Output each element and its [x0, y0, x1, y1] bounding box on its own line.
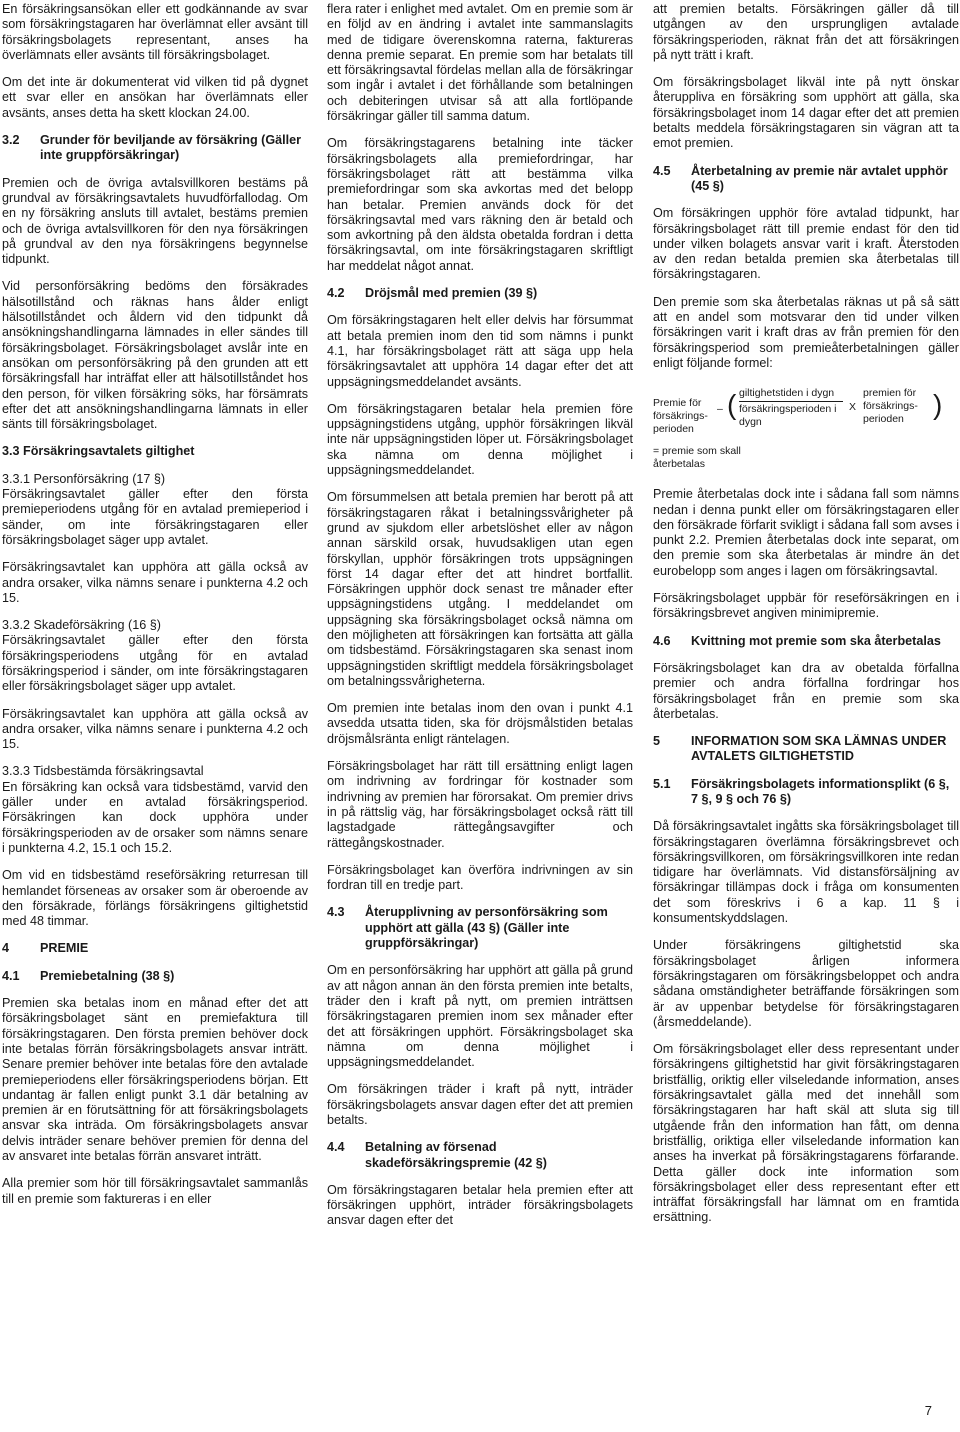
formula-result: = premie som skall återbetalas: [653, 445, 741, 471]
column-2: [327, 2, 633, 1241]
paragraph: Om det inte är dokumenterat vid vilken tid på dygnet ett svar eller en ansökan har överlämnats eller avsänts, anses detta ha skett klockan 24.00.: [2, 75, 308, 120]
paragraph: En försäkring kan också vara tidsbestämd, varvid den gäller under en avtalad försäkringsperiod. Försäkringen kan dock upphöra under försäkringsperioden av de orsaker som nämns senare i punkterna 4.2, 15.1 och 15.2.: [2, 779, 308, 855]
section-title: Dröjsmål med premien (39 §): [365, 286, 538, 301]
formula-denominator: försäkringsperioden i dygn: [739, 403, 837, 429]
paragraph: Om försäkringstagaren betalar hela premien efter att försäkringen upphört, inträder försäkringsbolagets ansvar dagen efter det: [327, 1182, 633, 1228]
paragraph: Om försummelsen att betala premien har berott på att försäkringstagaren råkat i betalningssvårigheter på grund av sjukdom eller arbetslöshet eller av någon annan särskild orsak, huvudsakligen utan egen förskyllan, upphör försäkringen trots uppsägningen först 14 dagar efter det att hindret bortfallit. Försäkringen upphör dock senast tre månader efter uppsägningstidens utgång. I meddelandet om uppsägning ska försäkringsbolaget också nämna om den möjligheten att försäkringen kan fortsätta att gälla om tidsbestämd. Försäkringstagaren ska senast inom uppsägningstiden skriftligt meddela försäkringsbolaget om betalningssvårigheterna.: [327, 490, 633, 688]
section-heading-5-1: [653, 777, 959, 808]
paragraph: Premien och de övriga avtalsvillkoren bestäms på grundval av försäkringsavtalets huvudförfallodag. Om en ny försäkring ansluts till avtalet, bestäms premien och de övriga avtalsvillkoren för den nya försäkringen på grundval av den nya försäkringens begynnelse tidpunkt.: [2, 175, 308, 267]
section-number: 4.2: [327, 286, 345, 301]
column-1: [2, 2, 308, 1219]
paragraph: Om försäkringsbolaget eller dess representant under försäkringens giltighetstid har givit försäkringstagaren bristfällig, oriktig eller vilseledande information, anses försäkringsavtalet gälla med det innehåll som försäkringstagaren har haft skäl att sluta sig till utgående från den information han fått, om denna bristfällig, oriktiga eller vilseledande information kan anses ha inverkat på försäkringstagarens förfarande. Detta gäller dock inte information som försäkringsbolaget eller dess representant efter ett inträffat försäkringsfall har lämnat om en framtida ersättning.: [653, 1042, 959, 1225]
paragraph: Försäkringsavtalet kan upphöra att gälla också av andra orsaker, vilka nämns senare i punkterna 4.2 och 15.: [2, 706, 308, 752]
section-title: Återbetalning av premie när avtalet upphör (45 §): [691, 163, 948, 193]
section-number: 4: [2, 941, 10, 956]
section-number: 4.4: [327, 1140, 345, 1155]
section-number: 4.1: [2, 968, 20, 983]
paragraph: Om försäkringstagaren betalar hela premien före uppsägningstidens utgång, upphör försäkringen likväl inte när uppsägningstiden löper ut. Försäkringsbolaget ska nämna om denna möjlighet i uppsägningsmeddelandet.: [327, 401, 633, 478]
paragraph: Försäkringsavtalet gäller efter den första premieperiodens utgång för en avtalad premieperiod i sänder, om inte försäkringstagaren eller försäkringsbolaget säger upp avtalet.: [2, 487, 308, 547]
section-heading-4-2: [327, 286, 633, 301]
section-number: 3.2: [2, 133, 20, 148]
section-heading-3-2: [2, 133, 308, 164]
section-number: 4.5: [653, 163, 671, 178]
formula-fraction-line: [739, 401, 843, 402]
paragraph: Försäkringsbolaget uppbär för reseförsäkringen en i försäkringsbrevet angiven minimipremie.: [653, 591, 959, 621]
paragraph: Försäkringsbolaget kan överföra indrivningen av sin fordran till en tredje part.: [327, 862, 633, 893]
section-number: 5.1: [653, 776, 671, 791]
paragraph: Premien ska betalas inom en månad efter det att försäkringsbolaget sänt en premiefaktura till försäkringstagaren. Den första premien behöver dock inte betalas förrän försäkringsbolagets ansvar inträtt. Senare premier behöver inte betalas före den avtalade premieperiodens eller försäkringsperiodens början. Ett undantag är fallen enligt punkt 3.1 där betalning av premien är en förutsättning för att försäkringsbolagets ansvar ska inträda. Om försäkringsbolagets ansvar delvis inträder senare behöver premien för denna del av ansvaret inte betalas förrän ansvaret inträtt.: [2, 996, 308, 1163]
paragraph: Försäkringsbolaget har rätt till ersättning enligt lagen om indrivning av fordringar för kostnader som indrivning av premien har förorsakat. Om premier drivs in på rättslig väg, har försäkringsbolaget också rätt till lagstadgade rättegångsavgifter och rättegångskostnader.: [327, 759, 633, 850]
section-number: 5: [653, 734, 661, 749]
formula-left-term: Premie för försäkrings-perioden: [653, 397, 708, 436]
paragraph: Om försäkringen upphör före avtalad tidpunkt, har försäkringsbolaget rätt till premie endast för den tid under vilken bolagets ansvar varit i kraft. Återstoden av den redan betalda premien ska återbetalas till försäkringstagaren.: [653, 206, 959, 282]
paragraph: Om en personförsäkring har upphört att gälla på grund av att någon annan än den första premien inte betalts, träder den i kraft på nytt, om premien inträttsen försäkringstagaren premien inom sex månader efter det att försäkringen upphört. Försäkringsbolaget ska nämna om denna möjlighet i uppsägningsmeddelandet.: [327, 963, 633, 1070]
section-heading-5: [653, 734, 959, 765]
paragraph: Om försäkringen träder i kraft på nytt, inträder försäkringsbolagets ansvar dagen efter det att premien betalts.: [327, 1082, 633, 1127]
paragraph: Om premien inte betalas inom den ovan i punkt 4.1 avsedda utsatta tiden, ska för dröjsmålstiden betalas dröjsmålsränta enligt räntelagen.: [327, 701, 633, 746]
formula-left-paren: (: [727, 389, 737, 421]
paragraph: Premie återbetalas dock inte i sådana fall som nämns nedan i denna punkt eller om försäkringstagaren eller den försäkrade förfarit svikligt i sådana fall som avses i punkt 2.2. Premien återbetalas dock inte separat, om den premie som ska återbetalas är mindre än det eurobelopp som anges i lagen om försäkringsavtal.: [653, 487, 959, 578]
section-title: Premiebetalning (38 §): [40, 968, 175, 983]
subsection-title: 3.3.1 Personförsäkring (17 §): [2, 471, 166, 486]
paragraph: flera rater i enlighet med avtalet. Om en premie som är en följd av en ändring i avtalet inte sammanslagits med de tidigare överenskomna raterna, faktureras denna premie separat. En premie som har betalats till ett försäkringsavtal fördelas mellan alla de försäkringar som ingår i avtalet i det förhållande som betalningen och debiteringen utvisar så att alla fortlöpande försäkringar gäller till samma datum.: [327, 2, 633, 124]
section-heading-4-5: [653, 164, 959, 195]
paragraph: Om försäkringsbolaget likväl inte på nytt önskar återuppliva en försäkring som upphört att gälla, ska försäkringsbolaget inom 14 dagar efter det att premien betalts meddela försäkringstagaren sin vägran att ta emot premien.: [653, 75, 959, 151]
section-heading-4-3: [327, 905, 633, 951]
paragraph: Försäkringsavtalet kan upphöra att gälla också av andra orsaker, vilka nämns senare i punkterna 4.2 och 15.: [2, 560, 308, 605]
section-heading-4-4: [327, 1140, 633, 1171]
refund-formula: [653, 383, 959, 475]
section-title: PREMIE: [40, 941, 89, 956]
paragraph: Om vid en tidsbestämd reseförsäkring returresan till hemlandet förseneas av orsaker som är oberoende av den försäkrade, förlängs försäkringens giltighetstid med 48 timmar.: [2, 868, 308, 929]
formula-right-term: premien för försäkrings-perioden: [863, 387, 918, 426]
paragraph: Alla premier som hör till försäkringsavtalet sammanlås till en premie som faktureras i en eller: [2, 1176, 308, 1206]
paragraph: Försäkringsbolaget kan dra av obetalda förfallna premier och andra förfallna fordringar hos försäkringsbolaget från en premie som ska återbetalas.: [653, 660, 959, 721]
section-heading-4: [2, 941, 308, 956]
formula-right-paren: ): [933, 389, 943, 421]
paragraph: Om försäkringstagarens betalning inte täcker försäkringsbolagets alla premiefordringar, har försäkringsbolaget rätt att bestämma vilka premiefordringar som ska avkortas med det belopp han betalar. Premien används dock för det försäkringsavtal med vars räkning den är betald och som avkortning på den äldsta obetalda fordran i detta försäkringsavtal, om inte försäkringstagaren skriftligt har meddelat något annat.: [327, 136, 633, 273]
paragraph: Om försäkringstagaren helt eller delvis har försummat att betala premien inom den tid som nämns i punkt 4.1, har försäkringsbolaget rätt att säga upp hela försäkringsavtalet att upphöra 14 dagar efter det att uppsägningsmeddelandet avsänts.: [327, 313, 633, 389]
formula-minus: –: [717, 403, 723, 416]
paragraph: Vid personförsäkring bedöms den försäkrades hälsotillstånd och räknas hans ålder enligt hälsotillståndet och åldern vid den tidpunkt då ansökningshandlingarna lämnades in eller sändes till försäkringsbolaget. Försäkringsbolaget avslår inte en ansökan om personförsäkring på den grunden att ett försäkringsfall har inträffat eller att hälsotillståndet hos den person, för vilken försäkring söks, har försämrats efter det att ansökningshandlingarna lämnats in eller sänts till försäkringsbolaget.: [2, 279, 308, 432]
paragraph: att premien betalts. Försäkringen gäller då till utgången av den ursprungligen avtalade försäkringsperioden, räknat från det att försäkringen på nytt trätt i kraft.: [653, 2, 959, 62]
section-title: Grunder för beviljande av försäkring (Gäller inte gruppförsäkringar): [40, 133, 302, 163]
page-number: 7: [924, 1403, 932, 1418]
paragraph: En försäkringsansökan eller ett godkännande av svar som försäkringstagaren har överlämnat eller avsänt till försäkringsbolagets representant, anses ha överlämnats eller avsänts till försäkringsbolaget.: [2, 2, 308, 62]
paragraph: Då försäkringsavtalet ingåtts ska försäkringsbolaget till försäkringstagaren överlämna försäkringsbrevet och försäkringsvillkoren, om försäkringsvillkoren inte redan tidigare har överlämnats. Vid distansförsäljning av försäkringar tillämpas dock i fråga om konsumenten det som föreskrivs i 6 a kap. 11 § i konsumentskyddslagen.: [653, 819, 959, 926]
section-number: 4.3: [327, 905, 345, 920]
subsection-title: 3.3.2 Skadeförsäkring (16 §): [2, 618, 161, 633]
section-title: INFORMATION SOM SKA LÄMNAS UNDER AVTALETS GILTIGHETSTID: [691, 734, 947, 764]
paragraph: Under försäkringens giltighetstid ska försäkringsbolaget årligen informera försäkringstagaren om försäkringsbeloppet och andra sådana omständigheter beträffande försäkringen som är av uppenbar betydelse för försäkringstagaren (årsmeddelande).: [653, 938, 959, 1029]
paragraph: Den premie som ska återbetalas räknas ut på så sätt att en andel som motsvarar den tid under vilken försäkringen varit i kraft dras av från premien för den försäkringsperiod som premieåterbetalningen gäller enligt följande formel:: [653, 294, 959, 370]
section-title: Försäkringsbolagets informationsplikt (6 §, 7 §, 9 § och 76 §): [691, 776, 950, 806]
paragraph: Försäkringsavtalet gäller efter den första försäkringsperiodens utgång för en avtalad försäkringsperiod i sänder, om inte försäkringstagaren eller försäkringsbolaget säger upp avtalet.: [2, 633, 308, 694]
section-number: 4.6: [653, 633, 671, 648]
formula-times: X: [849, 401, 857, 414]
section-heading-4-6: [653, 634, 959, 649]
section-title: Återupplivning av personförsäkring som upphört att gälla (43 §) (Gäller inte gruppförsäkringar): [365, 905, 608, 951]
section-heading-3-3: 3.3 Försäkringsavtalets giltighet: [2, 444, 195, 459]
section-title: Betalning av försenad skadeförsäkringspremie (42 §): [365, 1140, 547, 1170]
section-heading-4-1: [2, 969, 308, 984]
column-3: [653, 2, 959, 1238]
section-title: Kvittning mot premie som ska återbetalas: [691, 633, 941, 648]
formula-numerator: giltighetstiden i dygn: [739, 387, 835, 400]
subsection-title: 3.3.3 Tidsbestämda försäkringsavtal: [2, 764, 204, 779]
